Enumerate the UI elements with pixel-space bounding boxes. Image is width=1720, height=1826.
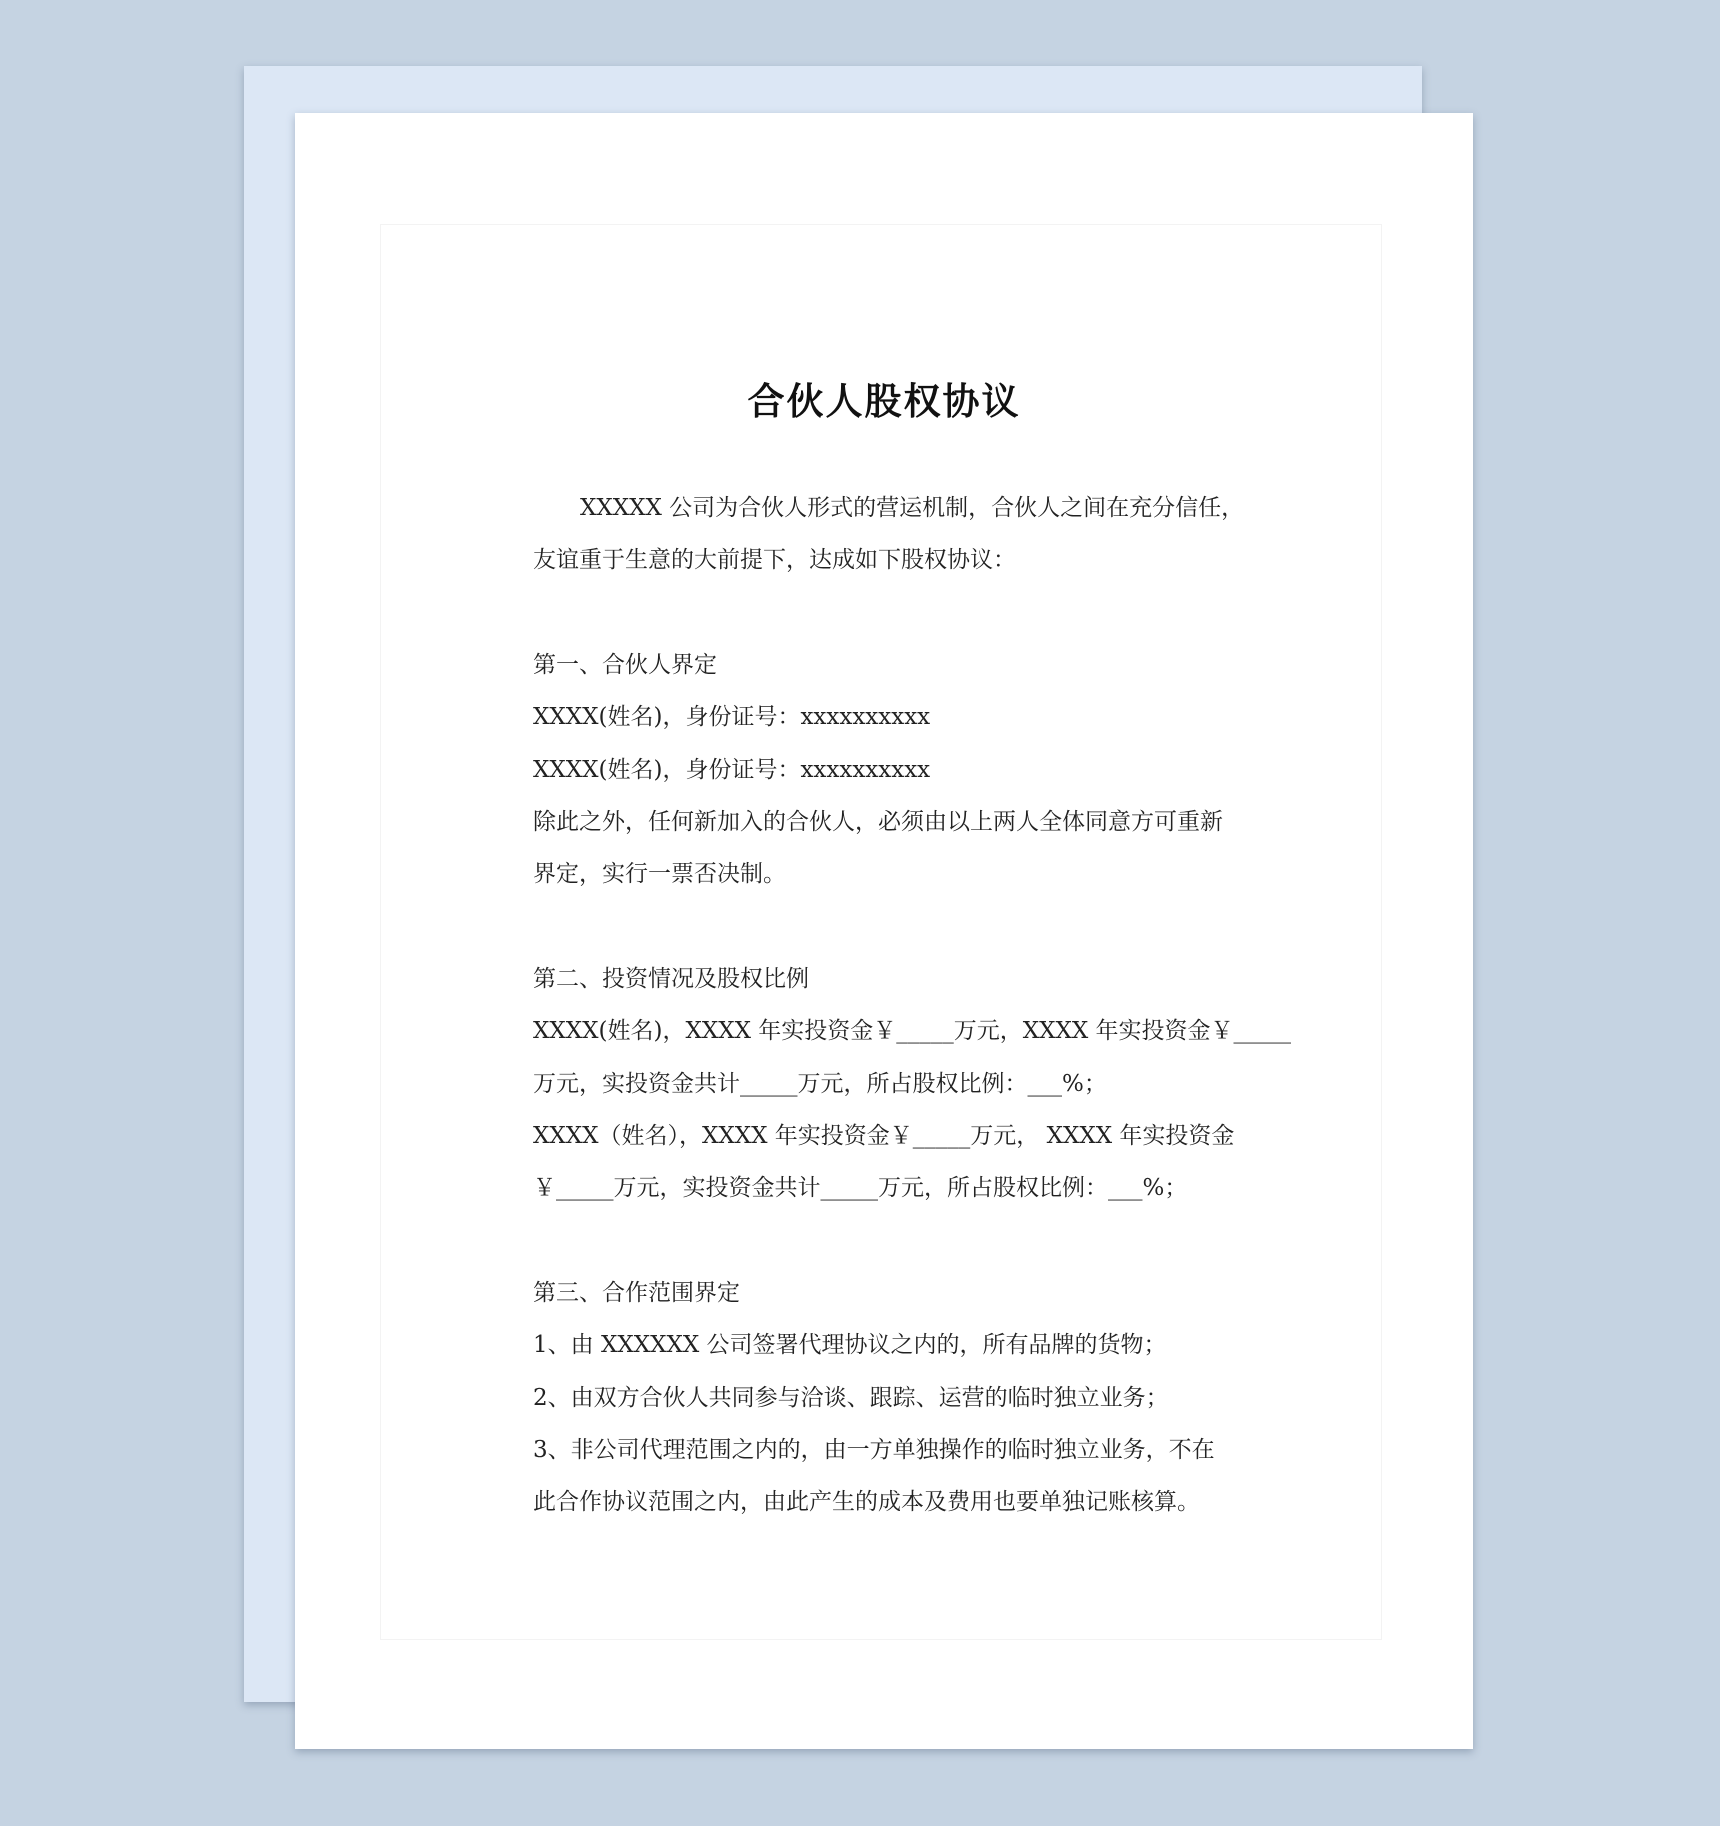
investment-line-4: ￥_____万元，实投资金共计_____万元，所占股权比例：___%； [533, 1175, 1188, 1201]
scope-item-3-line-2: 此合作协议范围之内，由此产生的成本及费用也要单独记账核算。 [533, 1489, 1200, 1515]
partner-line-1: XXXX(姓名)，身份证号：xxxxxxxxxx [533, 704, 931, 730]
scope-item-1: 1、由 XXXXXX 公司签署代理协议之内的，所有品牌的货物； [533, 1332, 1167, 1358]
partner-rule-line-1: 除此之外，任何新加入的合伙人，必须由以上两人全体同意方可重新 [533, 809, 1223, 835]
scope-item-3-line-1: 3、非公司代理范围之内的，由一方单独操作的临时独立业务，不在 [533, 1437, 1215, 1463]
investment-line-1: XXXX(姓名)，XXXX 年实投资金￥_____万元，XXXX 年实投资金￥_____ [533, 1018, 1292, 1044]
investment-line-2: 万元，实投资金共计_____万元，所占股权比例：___%； [533, 1071, 1107, 1097]
intro-line-2: 友谊重于生意的大前提下，达成如下股权协议： [533, 547, 1016, 573]
intro-line-1: XXXXX 公司为合伙人形式的营运机制，合伙人之间在充分信任， [580, 495, 1245, 521]
investment-line-3: XXXX（姓名），XXXX 年实投资金￥_____万元， XXXX 年实投资金 [533, 1123, 1235, 1149]
page-margin-frame [380, 224, 1382, 1640]
section-heading-scope: 第三、合作范围界定 [533, 1280, 740, 1306]
scope-item-2: 2、由双方合伙人共同参与洽谈、跟踪、运营的临时独立业务； [533, 1385, 1169, 1411]
partner-line-2: XXXX(姓名)，身份证号：xxxxxxxxxx [533, 757, 931, 783]
partner-rule-line-2: 界定，实行一票否决制。 [533, 861, 786, 887]
section-heading-partners: 第一、合伙人界定 [533, 652, 717, 678]
section-heading-investment: 第二、投资情况及股权比例 [533, 966, 809, 992]
document-title: 合伙人股权协议 [747, 379, 1021, 423]
document-page [295, 113, 1473, 1749]
